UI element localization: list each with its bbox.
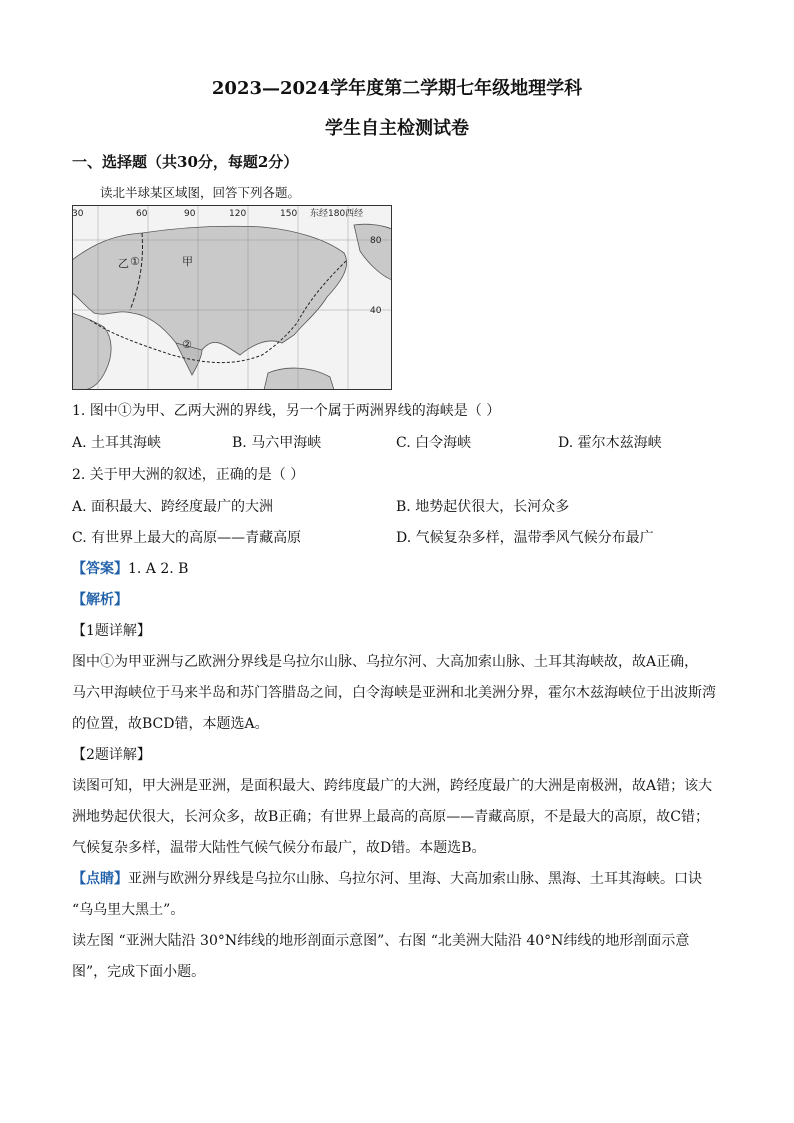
detail1-line-1: 图中①为甲亚洲与乙欧洲分界线是乌拉尔山脉、乌拉尔河、大高加索山脉、土耳其海峡故，故A正确，	[72, 654, 699, 670]
map-tick-top-5: 150	[280, 209, 298, 219]
q2-option-d: D. 气候复杂多样，温带季风气候分布最广	[396, 530, 654, 546]
tip-line-2: “乌乌里大黑土”。	[72, 902, 185, 918]
map-mark-2: ②	[182, 338, 192, 351]
answer-text: 1. A 2. B	[128, 561, 189, 577]
q2-option-b: B. 地势起伏很大，长河众多	[396, 499, 570, 515]
northern-hemisphere-map	[72, 205, 392, 390]
title-line-2: 学生自主检测试卷	[325, 118, 469, 139]
tip-tag: 【点睛】	[72, 871, 128, 887]
map-tick-top-4: 120	[229, 209, 247, 219]
q2-option-c: C. 有世界上最大的高原——青藏高原	[72, 530, 302, 546]
q1-stem: 1. 图中①为甲、乙两大洲的界线，另一个属于两洲界线的海峡是（ ）	[72, 403, 501, 419]
q1-option-d: D. 霍尔木兹海峡	[558, 435, 662, 451]
map-top-right-label: 东经180西经	[310, 209, 364, 219]
detail1-tag: 【1题详解】	[72, 623, 151, 639]
map-tick-top-1: 30	[72, 209, 84, 219]
next-question-line-1: 读左图 “亚洲大陆沿 30°N纬线的地形剖面示意图”、右图 “北美洲大陆沿 40°N纬线的地形剖面示意	[72, 933, 690, 949]
q1-option-a: A. 土耳其海峡	[72, 435, 162, 451]
answer-tag: 【答案】	[72, 561, 128, 577]
map-tick-top-3: 90	[184, 209, 196, 219]
answer-line	[72, 558, 188, 578]
next-question-line-2: 图”，完成下面小题。	[72, 964, 206, 980]
map-mark-1: ①	[130, 255, 140, 268]
question-intro: 读北半球某区域图，回答下列各题。	[100, 185, 301, 200]
map-tick-right-2: 40	[370, 306, 382, 316]
q2-stem: 2. 关于甲大洲的叙述，正确的是（ ）	[72, 467, 305, 483]
q2-option-a: A. 面积最大、跨经度最广的大洲	[72, 499, 274, 515]
q1-option-c: C. 白令海峡	[396, 435, 472, 451]
analysis-tag: 【解析】	[72, 592, 128, 608]
detail2-tag: 【2题详解】	[72, 747, 151, 763]
section-heading: 一、选择题（共30分，每题2分）	[72, 153, 299, 171]
detail2-line-2: 洲地势起伏很大，长河众多，故B正确；有世界上最高的高原——青藏高原，不是最大的高原，故C错；	[72, 809, 709, 825]
tip-line-1	[72, 868, 702, 888]
map-label-yi: 乙	[118, 257, 129, 270]
map-tick-top-2: 60	[136, 209, 148, 219]
map-label-jia: 甲	[182, 255, 193, 268]
map-tick-right-1: 80	[370, 236, 382, 246]
detail2-line-1: 读图可知，甲大洲是亚洲，是面积最大、跨纬度最广的大洲，跨经度最广的大洲是南极洲，故A错；该大	[72, 778, 713, 794]
tip-text-1: 亚洲与欧洲分界线是乌拉尔山脉、乌拉尔河、里海、大高加索山脉、黑海、土耳其海峡。口诀	[128, 871, 702, 887]
q1-option-b: B. 马六甲海峡	[232, 435, 322, 451]
detail2-line-3: 气候复杂多样，温带大陆性气候气候分布最广，故D错。本题选B。	[72, 840, 486, 856]
detail1-line-3: 的位置，故BCD错，本题选A。	[72, 716, 269, 732]
detail1-line-2: 马六甲海峡位于马来半岛和苏门答腊岛之间，白令海峡是亚洲和北美洲分界，霍尔木兹海峡位于出波斯湾	[72, 685, 716, 701]
title-line-1: 2023—2024学年度第二学期七年级地理学科	[211, 78, 583, 99]
